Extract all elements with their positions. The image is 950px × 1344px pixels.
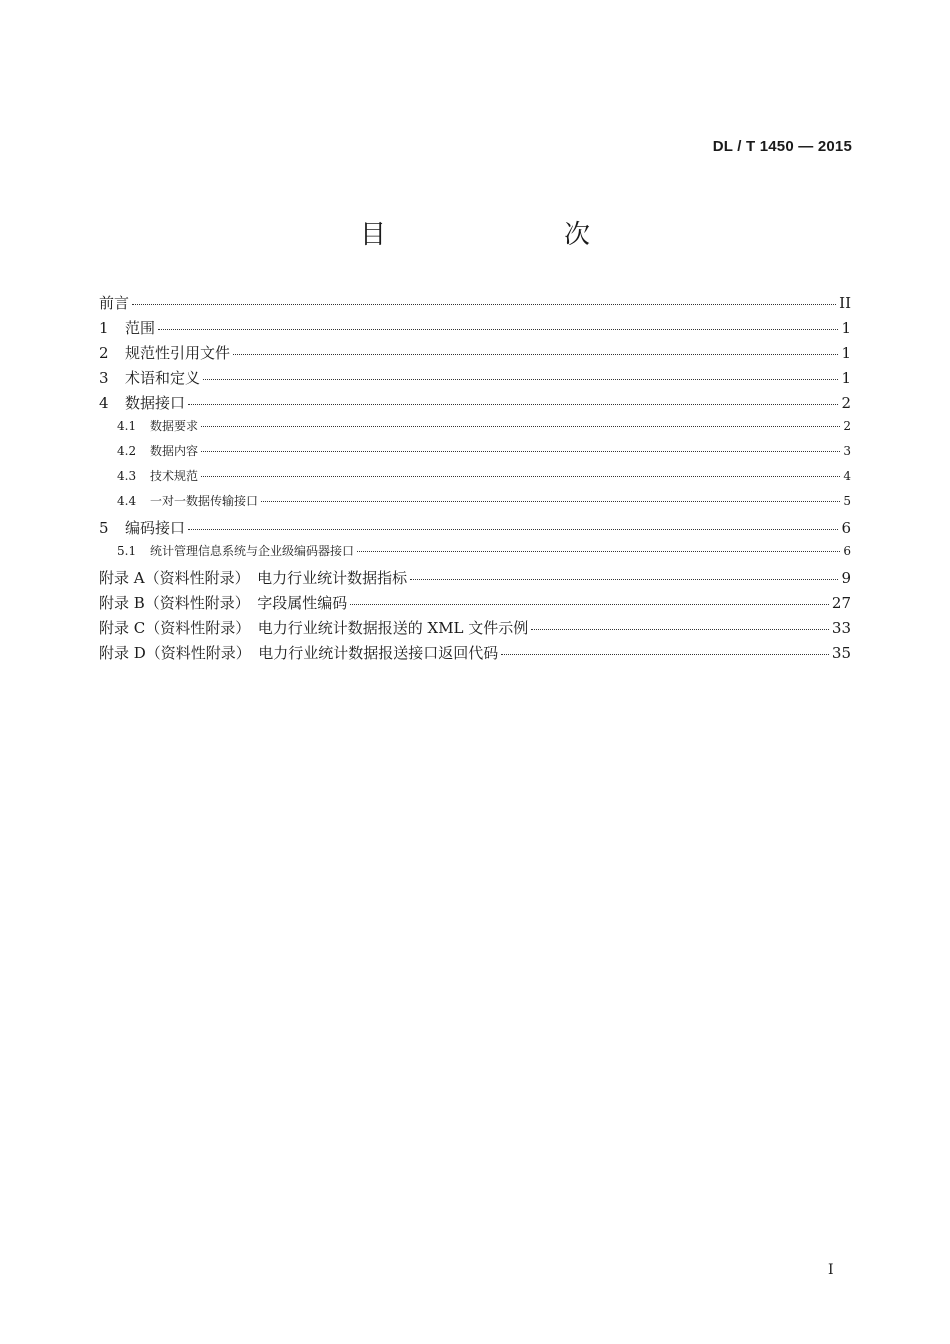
- toc-entry-page: 1: [841, 344, 851, 362]
- toc-entry-page: 33: [831, 619, 851, 637]
- toc-entry-number: 4.2: [117, 444, 137, 458]
- dot-leader: [188, 404, 838, 405]
- toc-entry-page: 35: [831, 644, 851, 662]
- dot-leader: [531, 629, 829, 630]
- toc-entry-number: 5: [99, 519, 109, 537]
- toc-entry-label: 附录 B（资料性附录） 字段属性编码: [99, 594, 348, 612]
- toc-entry-number: 4: [99, 394, 109, 412]
- toc-entry-number: 5.1: [117, 544, 137, 558]
- dot-leader: [203, 379, 838, 380]
- toc-entry[interactable]: [99, 367, 851, 392]
- toc-entry-label: 编码接口: [125, 519, 186, 537]
- toc-entry[interactable]: [99, 417, 851, 442]
- toc-entry-number: 4.3: [117, 469, 137, 483]
- standard-code: DL / T 1450 — 2015: [712, 138, 852, 155]
- toc-entry[interactable]: [99, 467, 851, 492]
- dot-leader: [201, 426, 840, 427]
- toc-entry-label: 数据接口: [125, 394, 186, 412]
- dot-leader: [501, 654, 829, 655]
- dot-leader: [410, 579, 838, 580]
- toc-entry-page: 2: [841, 394, 851, 412]
- toc-entry[interactable]: [99, 292, 851, 317]
- dot-leader: [201, 476, 840, 477]
- dot-leader: [201, 451, 840, 452]
- toc-entry[interactable]: [99, 642, 851, 667]
- toc-entry[interactable]: [99, 567, 851, 592]
- toc-entry-page: 2: [843, 419, 851, 433]
- toc-entry-label: 数据要求: [150, 419, 199, 433]
- toc-entry[interactable]: [99, 342, 851, 367]
- toc-entry[interactable]: [99, 492, 851, 517]
- toc-entry-label: 数据内容: [150, 444, 199, 458]
- toc-entry-page: 5: [843, 494, 851, 508]
- toc-entry[interactable]: [99, 442, 851, 467]
- toc-entry-number: 4.1: [117, 419, 137, 433]
- toc-entry-label: 一对一数据传输接口: [150, 494, 259, 508]
- toc-entry-number: 4.4: [117, 494, 137, 508]
- toc-entry[interactable]: [99, 592, 851, 617]
- toc-entry-page: 6: [843, 544, 851, 558]
- toc-entry-number: 1: [99, 319, 109, 337]
- toc-entry-page: 6: [841, 519, 851, 537]
- page-number: I: [828, 1262, 834, 1278]
- table-of-contents: [99, 292, 851, 667]
- toc-entry-label: 规范性引用文件: [125, 344, 231, 362]
- dot-leader: [350, 604, 829, 605]
- toc-entry-number: 3: [99, 369, 109, 387]
- toc-entry-label: 附录 D（资料性附录） 电力行业统计数据报送接口返回代码: [99, 644, 499, 662]
- toc-entry-page: 1: [841, 319, 851, 337]
- toc-entry-page: 4: [843, 469, 851, 483]
- dot-leader: [158, 329, 838, 330]
- toc-entry-label: 统计管理信息系统与企业级编码器接口: [150, 544, 355, 558]
- toc-entry-label: 附录 C（资料性附录） 电力行业统计数据报送的 XML 文件示例: [99, 619, 529, 637]
- toc-entry-label: 范围: [125, 319, 156, 337]
- toc-entry[interactable]: [99, 542, 851, 567]
- toc-entry-number: 2: [99, 344, 109, 362]
- toc-entry-page: 27: [831, 594, 851, 612]
- toc-entry-label: 附录 A（资料性附录） 电力行业统计数据指标: [99, 569, 408, 587]
- toc-entry-label: 前言: [99, 294, 130, 312]
- toc-entry-page: 1: [841, 369, 851, 387]
- dot-leader: [357, 551, 840, 552]
- dot-leader: [233, 354, 838, 355]
- toc-entry-label: 技术规范: [150, 469, 199, 483]
- toc-entry[interactable]: [99, 392, 851, 417]
- toc-entry[interactable]: [99, 517, 851, 542]
- page-title: 目 次: [359, 220, 632, 250]
- dot-leader: [188, 529, 838, 530]
- dot-leader: [132, 304, 836, 305]
- toc-entry-page: 3: [843, 444, 851, 458]
- toc-entry-label: 术语和定义: [125, 369, 201, 387]
- toc-entry[interactable]: [99, 617, 851, 642]
- toc-entry[interactable]: [99, 317, 851, 342]
- dot-leader: [261, 501, 840, 502]
- toc-entry-page: 9: [841, 569, 851, 587]
- toc-entry-page: II: [839, 294, 851, 312]
